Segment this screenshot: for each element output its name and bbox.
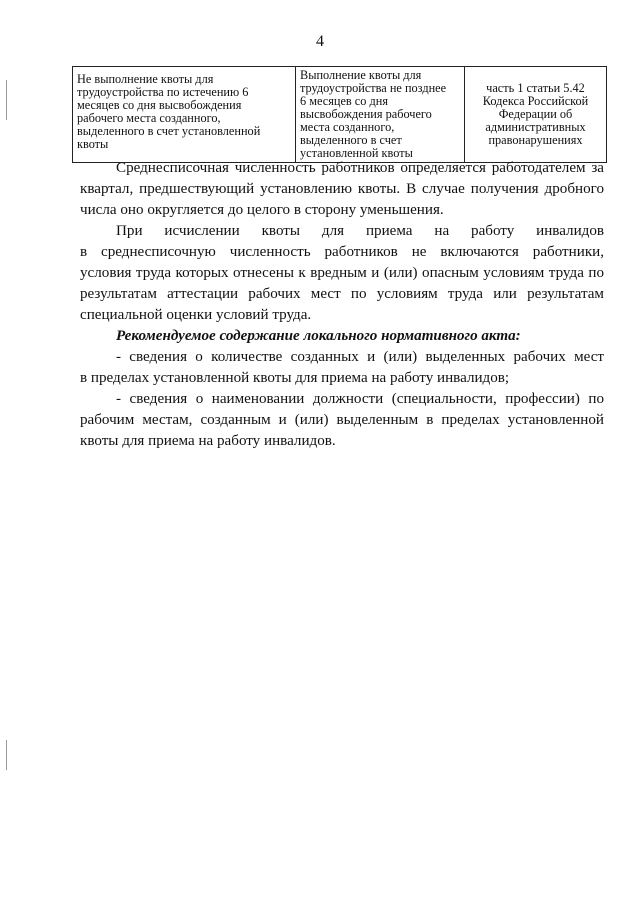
liability-cell [465, 67, 607, 163]
cell-line: трудоустройства по истечению 6 [77, 85, 249, 99]
cell-line: Не выполнение квоты для [77, 72, 214, 86]
text-line: рабочим местам, созданным и (или) выделенным в пределах установленной [80, 412, 604, 428]
cell-line: правонарушениях [488, 133, 583, 147]
text-line: - сведения о наименовании должности (специальности, профессии) по [116, 391, 604, 407]
cell-line: выделенного в счет [300, 133, 402, 147]
cell-line: часть 1 статьи 5.42 [486, 81, 585, 95]
paragraph-quota-calculation [80, 221, 604, 326]
scan-margin-mark [6, 740, 7, 770]
cell-line: Выполнение квоты для [300, 68, 422, 82]
cell-line: Кодекса Российской [482, 94, 589, 108]
text-line: условия труда которых отнесены к вредным и (или) опасным условиям труда по [80, 265, 604, 281]
list-item [80, 347, 604, 389]
table-row [73, 67, 607, 163]
cell-line: квоты [77, 137, 109, 151]
cell-line: места созданного, [300, 120, 395, 134]
text-line: специальной оценки условий труда. [80, 307, 312, 323]
cell-line: выделенного в счет установленной [77, 124, 261, 138]
cell-line: Федерации об [498, 107, 573, 121]
list-item [80, 389, 604, 452]
text-line: Среднесписочная численность работников определяется работодателем за [116, 160, 604, 176]
text-line: в пределах установленной квоты для приема на работу инвалидов; [80, 370, 510, 386]
cell-line: месяцев со дня высвобождения [77, 98, 242, 112]
cell-line: рабочего места созданного, [77, 111, 221, 125]
cell-line: 6 месяцев со дня [300, 94, 388, 108]
text-line: - сведения о количестве созданных и (или) выделенных рабочих мест [116, 349, 604, 365]
text-line: результатам аттестации рабочих мест по условиям труда или результатам [80, 286, 604, 302]
cell-line: административных [485, 120, 586, 134]
liability-table [72, 66, 607, 163]
document-body [80, 158, 604, 452]
cell-line: трудоустройства не позднее [300, 81, 447, 95]
cell-line: установленной квоты [300, 146, 413, 160]
section-heading: Рекомендуемое содержание локального нормативного акта: [116, 328, 521, 344]
text-line: квоты для приема на работу инвалидов. [80, 433, 336, 449]
text-line: При исчислении квоты для приема на работу инвалидов [116, 223, 604, 239]
text-line: в среднесписочную численность работников не включаются работники, [80, 244, 604, 260]
paragraph-headcount [80, 158, 604, 221]
text-line: квартал, предшествующий установлению квоты. В случае получения дробного [80, 181, 604, 197]
violation-cell [73, 67, 296, 163]
requirement-cell [296, 67, 465, 163]
text-line: числа оно округляется до целого в сторону уменьшения. [80, 202, 444, 218]
cell-line: высвобождения рабочего [300, 107, 432, 121]
page-number: 4 [316, 33, 324, 50]
scan-margin-mark [6, 80, 7, 120]
